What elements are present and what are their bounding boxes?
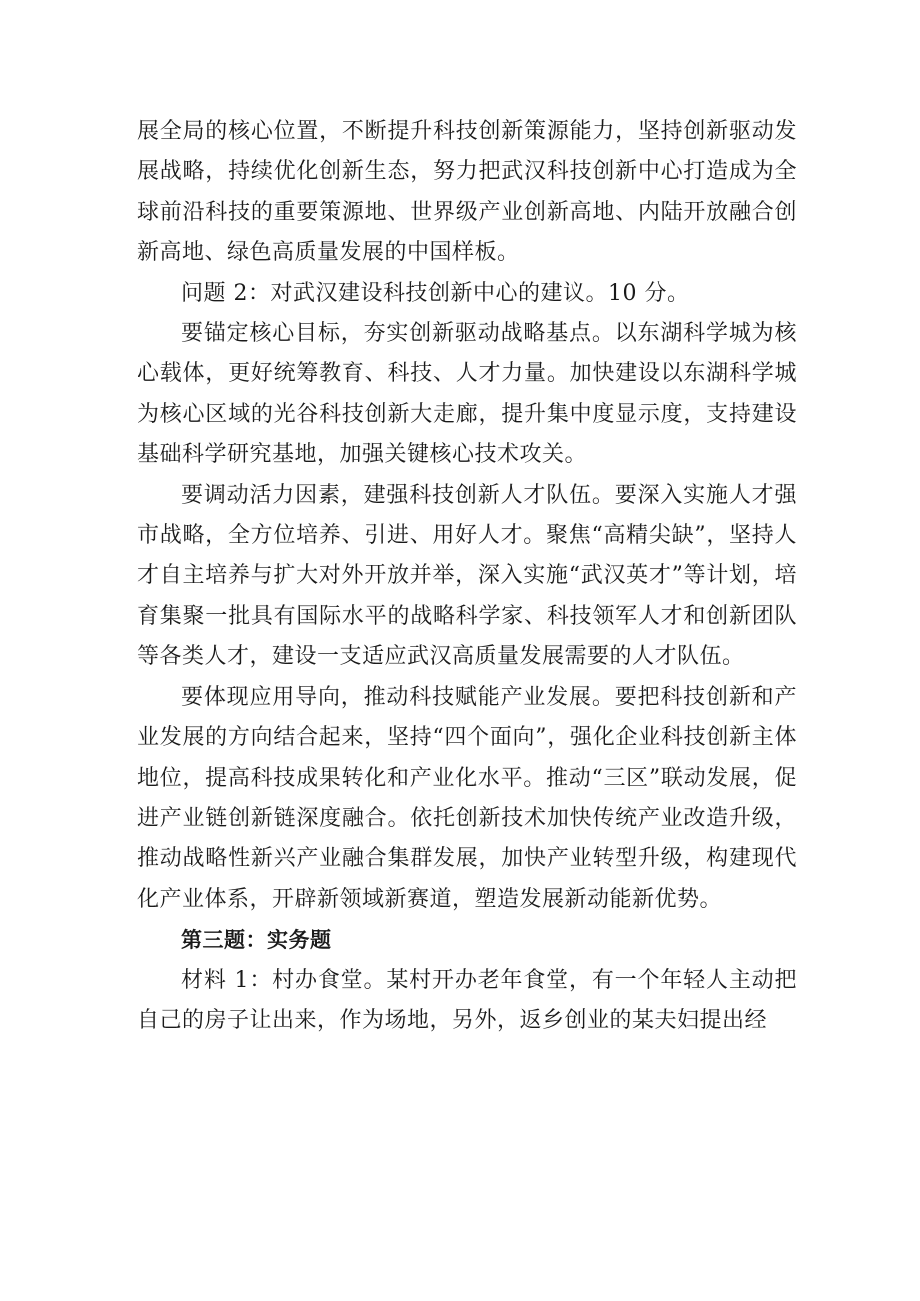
section-heading: 第三题：实务题 [181, 928, 332, 953]
document-page [137, 112, 797, 1041]
question-line: 问题 2：对武汉建设科技创新中心的建议。10 分。 [181, 280, 690, 306]
body-paragraph: 展全局的核心位置，不断提升科技创新策源能力，坚持创新驱动发展战略，持续优化创新生态，努力把武汉科技创新中心打造成为全球前沿科技的重要策源地、世界级产业创新高地、内陆开放融合创新高地、绿色高质量发展的中国样板。 [137, 119, 797, 266]
body-paragraph: 要调动活力因素，建强科技创新人才队伍。要深入实施人才强市战略，全方位培养、引进、用好人才。聚焦“高精尖缺”，坚持人才自主培养与扩大对外开放并举，深入实施“武汉英才”等计划，培育集聚一批具有国际水平的战略科学家、科技领军人才和创新团队等各类人才，建设一支适应武汉高质量发展需要的人才队伍。 [137, 482, 797, 670]
body-paragraph: 要锚定核心目标，夯实创新驱动战略基点。以东湖科学城为核心载体，更好统筹教育、科技、人才力量。加快建设以东湖科学城为核心区域的光谷科技创新大走廊，提升集中度显示度，支持建设基础科学研究基地，加强关键核心技术攻关。 [137, 321, 797, 468]
body-paragraph: 要体现应用导向，推动科技赋能产业发展。要把科技创新和产业发展的方向结合起来，坚持“四个面向”，强化企业科技创新主体地位，提高科技成果转化和产业化水平。推动“三区”联动发展，促进产业链创新链深度融合。依托创新技术加快传统产业改造升级，推动战略性新兴产业融合集群发展，加快产业转型升级，构建现代化产业体系，开辟新领域新赛道，塑造发展新动能新优势。 [137, 684, 797, 912]
body-paragraph: 材料 1：村办食堂。某村开办老年食堂，有一个年轻人主动把自己的房子让出来，作为场地，另外，返乡创业的某夫妇提出经 [137, 967, 797, 1033]
